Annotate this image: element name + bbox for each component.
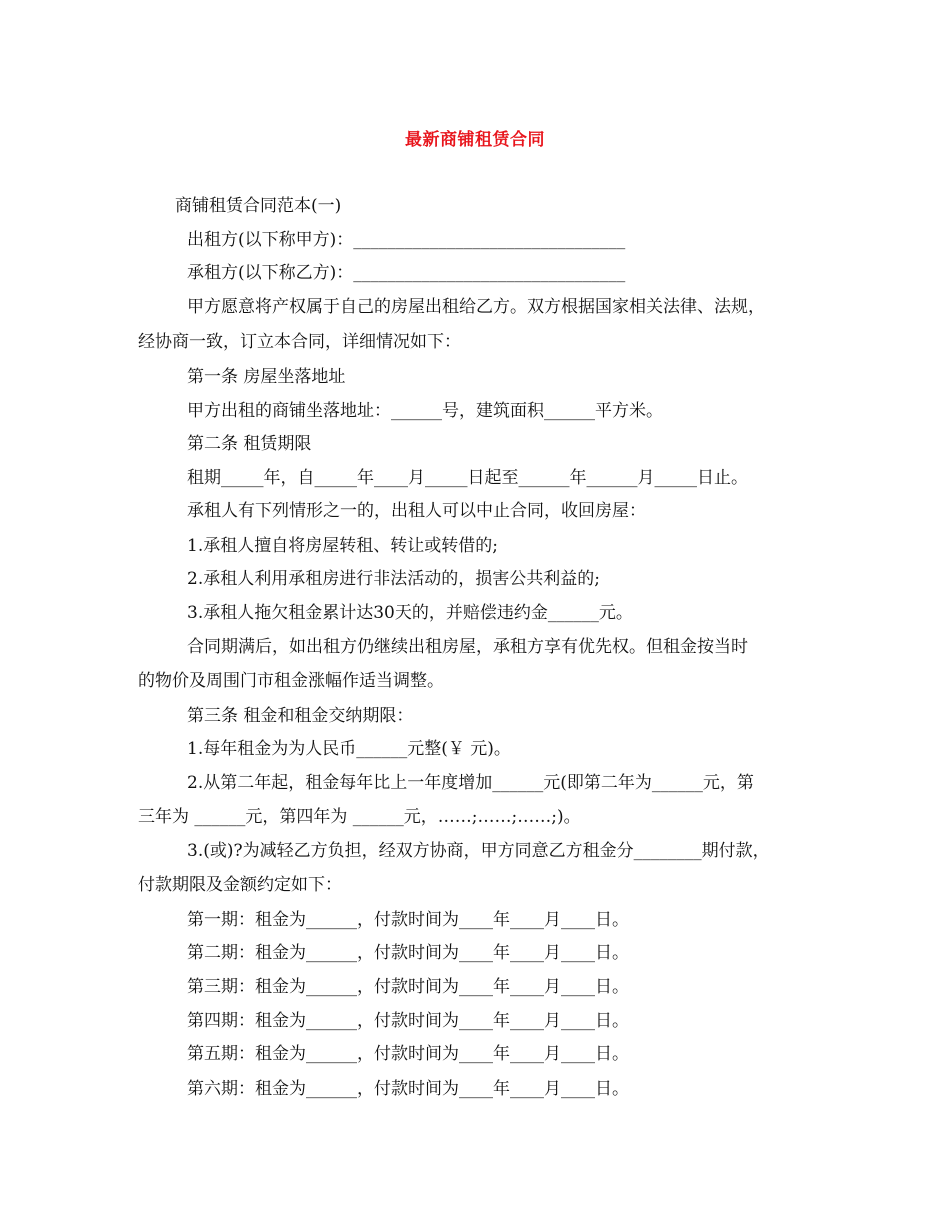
paragraph-line: 租期_____年，自_____年____月_____日起至______年______月_____日止。 (187, 468, 748, 488)
paragraph-line: 3.承租人拖欠租金累计达30天的，并赔偿违约金______元。 (187, 603, 633, 623)
paragraph-line: 1.每年租金为为人民币______元整(￥ 元)。 (187, 739, 511, 759)
paragraph-line: 第一条 房屋坐落地址 (187, 367, 346, 387)
paragraph-line: 2.承租人利用承租房进行非法活动的，损害公共利益的; (187, 569, 600, 589)
paragraph-line: 第二条 租赁期限 (187, 434, 312, 454)
paragraph-line: 第四期：租金为______，付款时间为____年____月____日。 (187, 1011, 629, 1031)
paragraph-line: 经协商一致，订立本合同，详细情况如下： (138, 332, 461, 352)
paragraph-line: 的物价及周围门市租金涨幅作适当调整。 (138, 671, 444, 691)
paragraph-line: 第六期：租金为______，付款时间为____年____月____日。 (187, 1079, 629, 1099)
paragraph-line: 付款期限及金额约定如下： (138, 875, 342, 895)
paragraph-line: 商铺租赁合同范本(一) (175, 196, 342, 216)
paragraph-line: 2.从第二年起，租金每年比上一年度增加______元(即第二年为______元，第 (187, 773, 754, 793)
paragraph-line: 3.(或)?为减轻乙方负担，经双方协商，甲方同意乙方租金分________期付款， (187, 841, 770, 861)
paragraph-line: 第二期：租金为______，付款时间为____年____月____日。 (187, 943, 629, 963)
paragraph-line: 第三条 租金和租金交纳期限： (187, 706, 414, 726)
paragraph-line: 合同期满后，如出租方仍继续出租房屋，承租方享有优先权。但租金按当时 (187, 637, 748, 657)
paragraph-line: 承租人有下列情形之一的，出租人可以中止合同，收回房屋： (187, 501, 646, 521)
document-title: 最新商铺租赁合同 (405, 130, 545, 150)
paragraph-line: 第五期：租金为______，付款时间为____年____月____日。 (187, 1044, 629, 1064)
paragraph-line: 三年为 ______元，第四年为 ______元，……;……;……;)。 (138, 807, 581, 827)
paragraph-line: 1.承租人擅自将房屋转租、转让或转借的; (187, 536, 498, 556)
paragraph-line: 出租方(以下称甲方)：________________________________ (187, 230, 626, 250)
paragraph-line: 甲方出租的商铺坐落地址：______号，建筑面积______平方米。 (187, 401, 663, 421)
paragraph-line: 第一期：租金为______，付款时间为____年____月____日。 (187, 910, 629, 930)
paragraph-line: 第三期：租金为______，付款时间为____年____月____日。 (187, 977, 629, 997)
paragraph-line: 承租方(以下称乙方)：________________________________ (187, 263, 626, 283)
paragraph-line: 甲方愿意将产权属于自己的房屋出租给乙方。双方根据国家相关法律、法规， (187, 297, 765, 317)
